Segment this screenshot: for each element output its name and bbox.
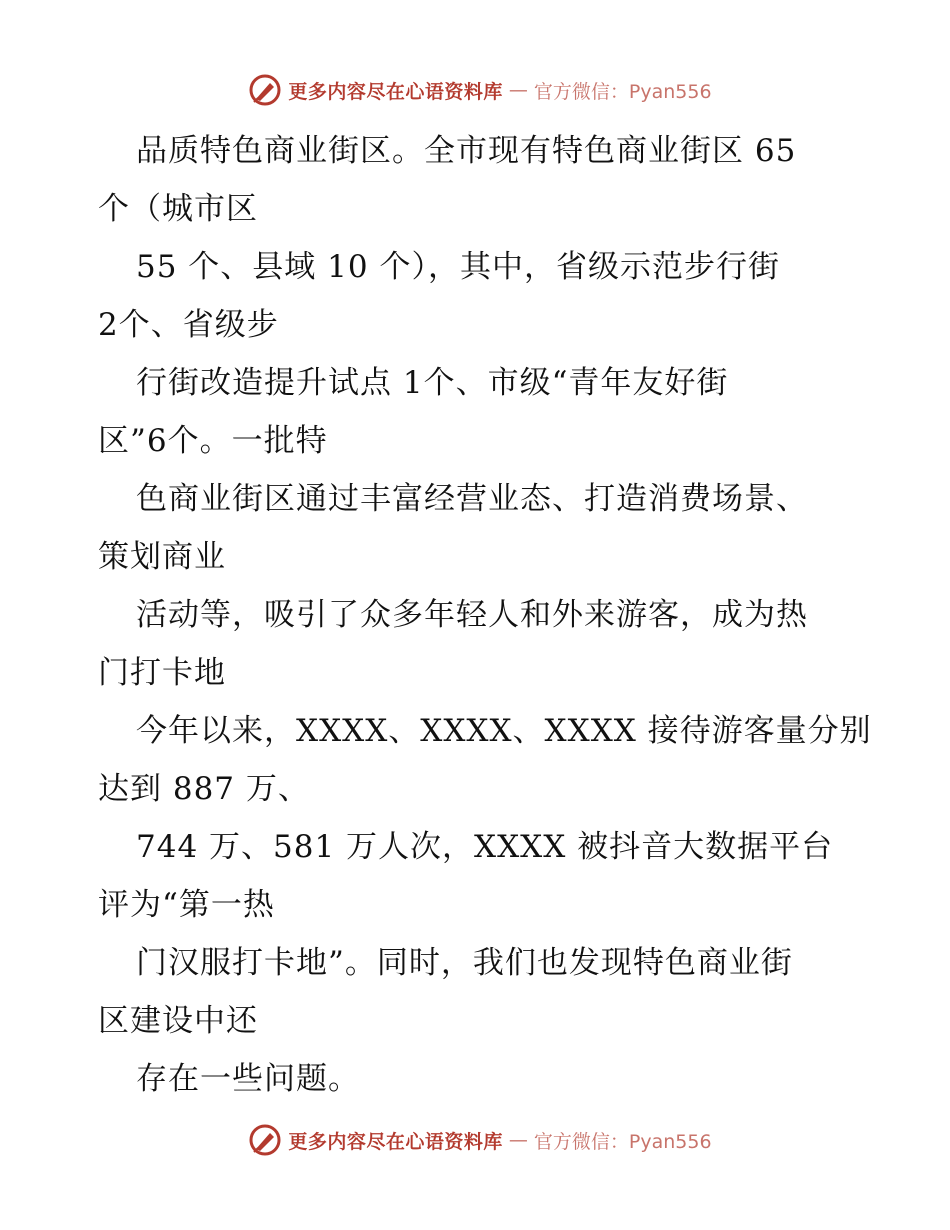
body-line: 行街改造提升试点 1个、市级“青年友好街 [136,365,729,401]
document-body [98,122,872,1108]
header-banner-inner [248,73,711,107]
body-line: 策划商业 [98,539,226,575]
banner-wechat-text: 官方微信：Pyan556 [533,1130,712,1153]
banner-dash: — [508,1129,528,1151]
body-line: 55 个、县域 10 个），其中，省级示范步行街 [136,249,780,285]
body-line: 门打卡地 [98,655,226,691]
header-banner [0,70,950,110]
body-line: 评为“第一热 [98,887,275,923]
pen-seal-icon [248,1123,282,1157]
body-line: 区”6个。一批特 [98,423,328,459]
footer-banner [0,1120,950,1160]
body-line: 活动等，吸引了众多年轻人和外来游客，成为热 [136,597,808,633]
body-line: 区建设中还 [98,1003,258,1039]
footer-banner-inner [248,1123,711,1157]
banner-wechat-text: 官方微信：Pyan556 [533,80,712,103]
body-line: 色商业街区通过丰富经营业态、打造消费场景、 [136,481,808,517]
body-line: 2个、省级步 [98,307,279,343]
banner-title: 更多内容尽在心语资料库 [288,1130,503,1153]
body-line: 今年以来，XXXX、XXXX、XXXX 接待游客量分别 [136,713,872,749]
body-line: 744 万、581 万人次，XXXX 被抖音大数据平台 [136,829,834,865]
banner-dash: — [508,79,528,101]
body-line: 个（城市区 [98,191,258,227]
pen-seal-icon [248,73,282,107]
body-line: 品质特色商业街区。全市现有特色商业街区 65 [136,133,797,169]
body-line: 存在一些问题。 [136,1061,360,1097]
banner-title: 更多内容尽在心语资料库 [288,80,503,103]
body-line: 门汉服打卡地”。同时，我们也发现特色商业街 [136,945,793,981]
body-line: 达到 887 万、 [98,771,310,807]
